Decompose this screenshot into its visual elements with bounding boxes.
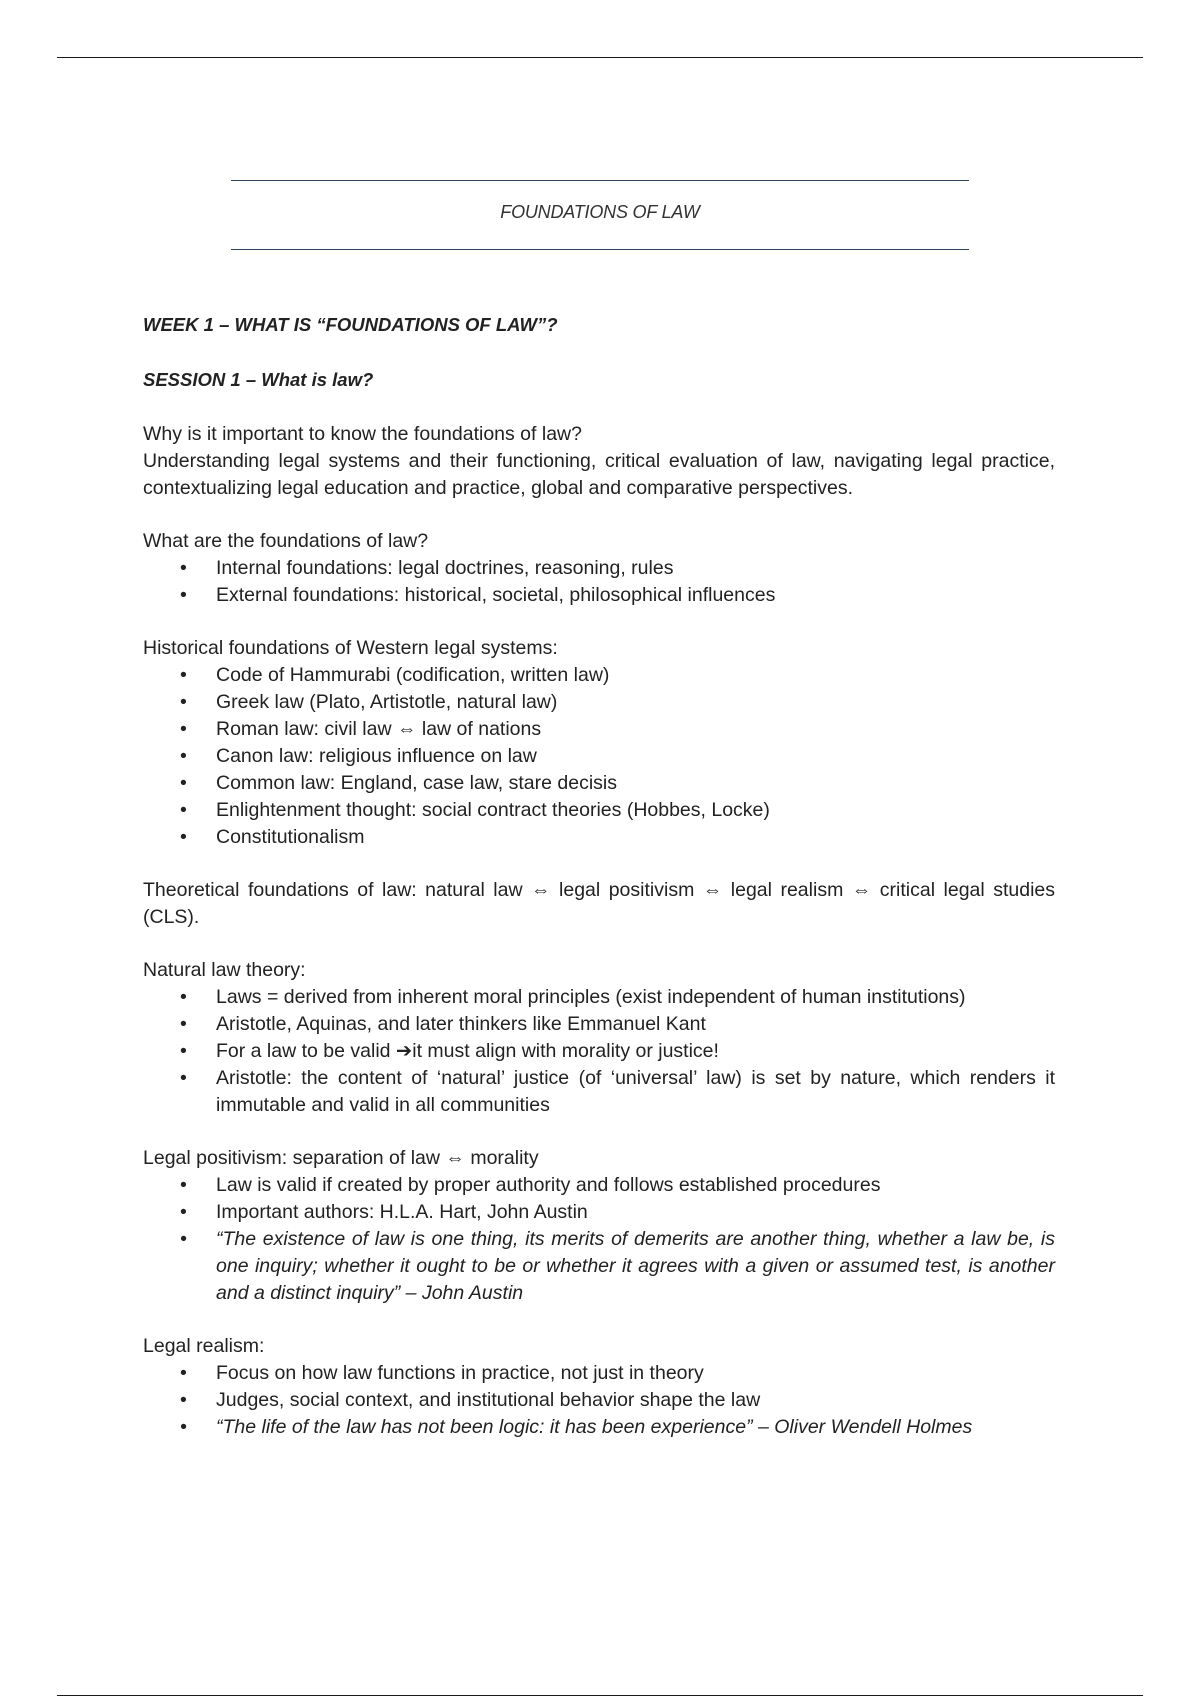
historical-section (143, 635, 1055, 851)
session-heading: SESSION 1 – What is law? (143, 369, 374, 390)
foundations-section (143, 528, 1055, 609)
bullet-icon: • (180, 826, 187, 848)
document-body (143, 311, 1055, 1441)
list-item: • Aristotle, Aquinas, and later thinkers like Emmanuel Kant (143, 1011, 1055, 1038)
title-upper-rule (231, 180, 969, 181)
holmes-quote: • “The life of the law has not been logic: it has been experience” – Oliver Wendell Holmes (143, 1414, 1055, 1441)
realism-heading: Legal realism: (143, 1335, 265, 1357)
positivism-section (143, 1145, 1055, 1307)
list-item: • Constitutionalism (143, 824, 1055, 851)
bullet-icon: • (180, 1389, 187, 1411)
positivism-heading: Legal positivism: separation of law ⇔ morality (143, 1147, 539, 1169)
austin-quote: • “The existence of law is one thing, its merits of demerits are another thing, whether a law be, is one inquiry; whether it ought to be or whether it agrees with a given or assumed test, is another and a distinct inquiry” – John Austin (180, 1228, 1055, 1304)
natural-law-section (143, 957, 1055, 1119)
title-lower-rule (231, 249, 969, 250)
list-item: • Enlightenment thought: social contract theories (Hobbes, Locke) (143, 797, 1055, 824)
natural-law-heading: Natural law theory: (143, 959, 306, 981)
natural-law-list (143, 984, 1055, 1119)
historical-heading: Historical foundations of Western legal systems: (143, 637, 558, 659)
theoretical-text: Theoretical foundations of law: natural law ⇔ legal positivism ⇔ legal realism ⇔ critical legal studies (CLS). (143, 879, 1055, 928)
bullet-icon: • (180, 1201, 187, 1223)
list-item: • For a law to be valid ➔it must align with morality or justice! (143, 1038, 1055, 1065)
list-item: • Law is valid if created by proper authority and follows established procedures (143, 1172, 1055, 1199)
bullet-icon: • (180, 772, 187, 794)
realism-section (143, 1333, 1055, 1441)
list-item: • External foundations: historical, societal, philosophical influences (143, 582, 1055, 609)
list-item: • Canon law: religious influence on law (143, 743, 1055, 770)
bullet-icon: • (180, 718, 187, 740)
realism-list (143, 1360, 1055, 1441)
bullet-icon: • (180, 584, 187, 606)
foundations-question: What are the foundations of law? (143, 530, 429, 552)
list-item: • Roman law: civil law ⇔ law of nations (143, 716, 1055, 743)
bullet-icon: • (180, 1174, 187, 1196)
list-item: • Aristotle: the content of ‘natural’ justice (of ‘universal’ law) is set by nature, which renders it immutable and valid in all communities (180, 1067, 1055, 1116)
bullet-icon: • (180, 557, 187, 579)
foundations-list (143, 555, 1055, 609)
bullet-icon: • (180, 1013, 187, 1035)
list-item: • Code of Hammurabi (codification, written law) (143, 662, 1055, 689)
bullet-icon: • (180, 745, 187, 767)
historical-list (143, 662, 1055, 851)
bullet-icon: • (180, 799, 187, 821)
bullet-icon: • (180, 1362, 187, 1384)
list-item: • Judges, social context, and institutional behavior shape the law (143, 1387, 1055, 1414)
page-bottom-rule (57, 1695, 1143, 1696)
positivism-list (143, 1172, 1055, 1307)
document-title: FOUNDATIONS OF LAW (500, 202, 700, 222)
list-item: • Common law: England, case law, stare decisis (143, 770, 1055, 797)
theoretical-section (143, 877, 1055, 931)
bullet-icon: • (180, 1228, 187, 1250)
bullet-icon: • (180, 664, 187, 686)
bullet-icon: • (180, 986, 187, 1008)
importance-question: Why is it important to know the foundations of law? (143, 423, 582, 445)
page-top-rule (57, 57, 1143, 58)
list-item: • Greek law (Plato, Artistotle, natural law) (143, 689, 1055, 716)
importance-answer: Understanding legal systems and their functioning, critical evaluation of law, navigating legal practice, contextualizing legal education and practice, global and comparative perspectives. (143, 450, 1055, 499)
list-item: • Laws = derived from inherent moral principles (exist independent of human institutions) (143, 984, 1055, 1011)
bullet-icon: • (180, 1067, 187, 1089)
bullet-icon: • (180, 1040, 187, 1062)
importance-section (143, 421, 1055, 502)
title-block (231, 180, 969, 252)
bullet-icon: • (180, 691, 187, 713)
list-item: • Important authors: H.L.A. Hart, John Austin (143, 1199, 1055, 1226)
list-item: • Internal foundations: legal doctrines, reasoning, rules (143, 555, 1055, 582)
list-item: • Focus on how law functions in practice, not just in theory (143, 1360, 1055, 1387)
week-heading: WEEK 1 – WHAT IS “FOUNDATIONS OF LAW”? (143, 314, 558, 335)
bullet-icon: • (180, 1416, 187, 1438)
